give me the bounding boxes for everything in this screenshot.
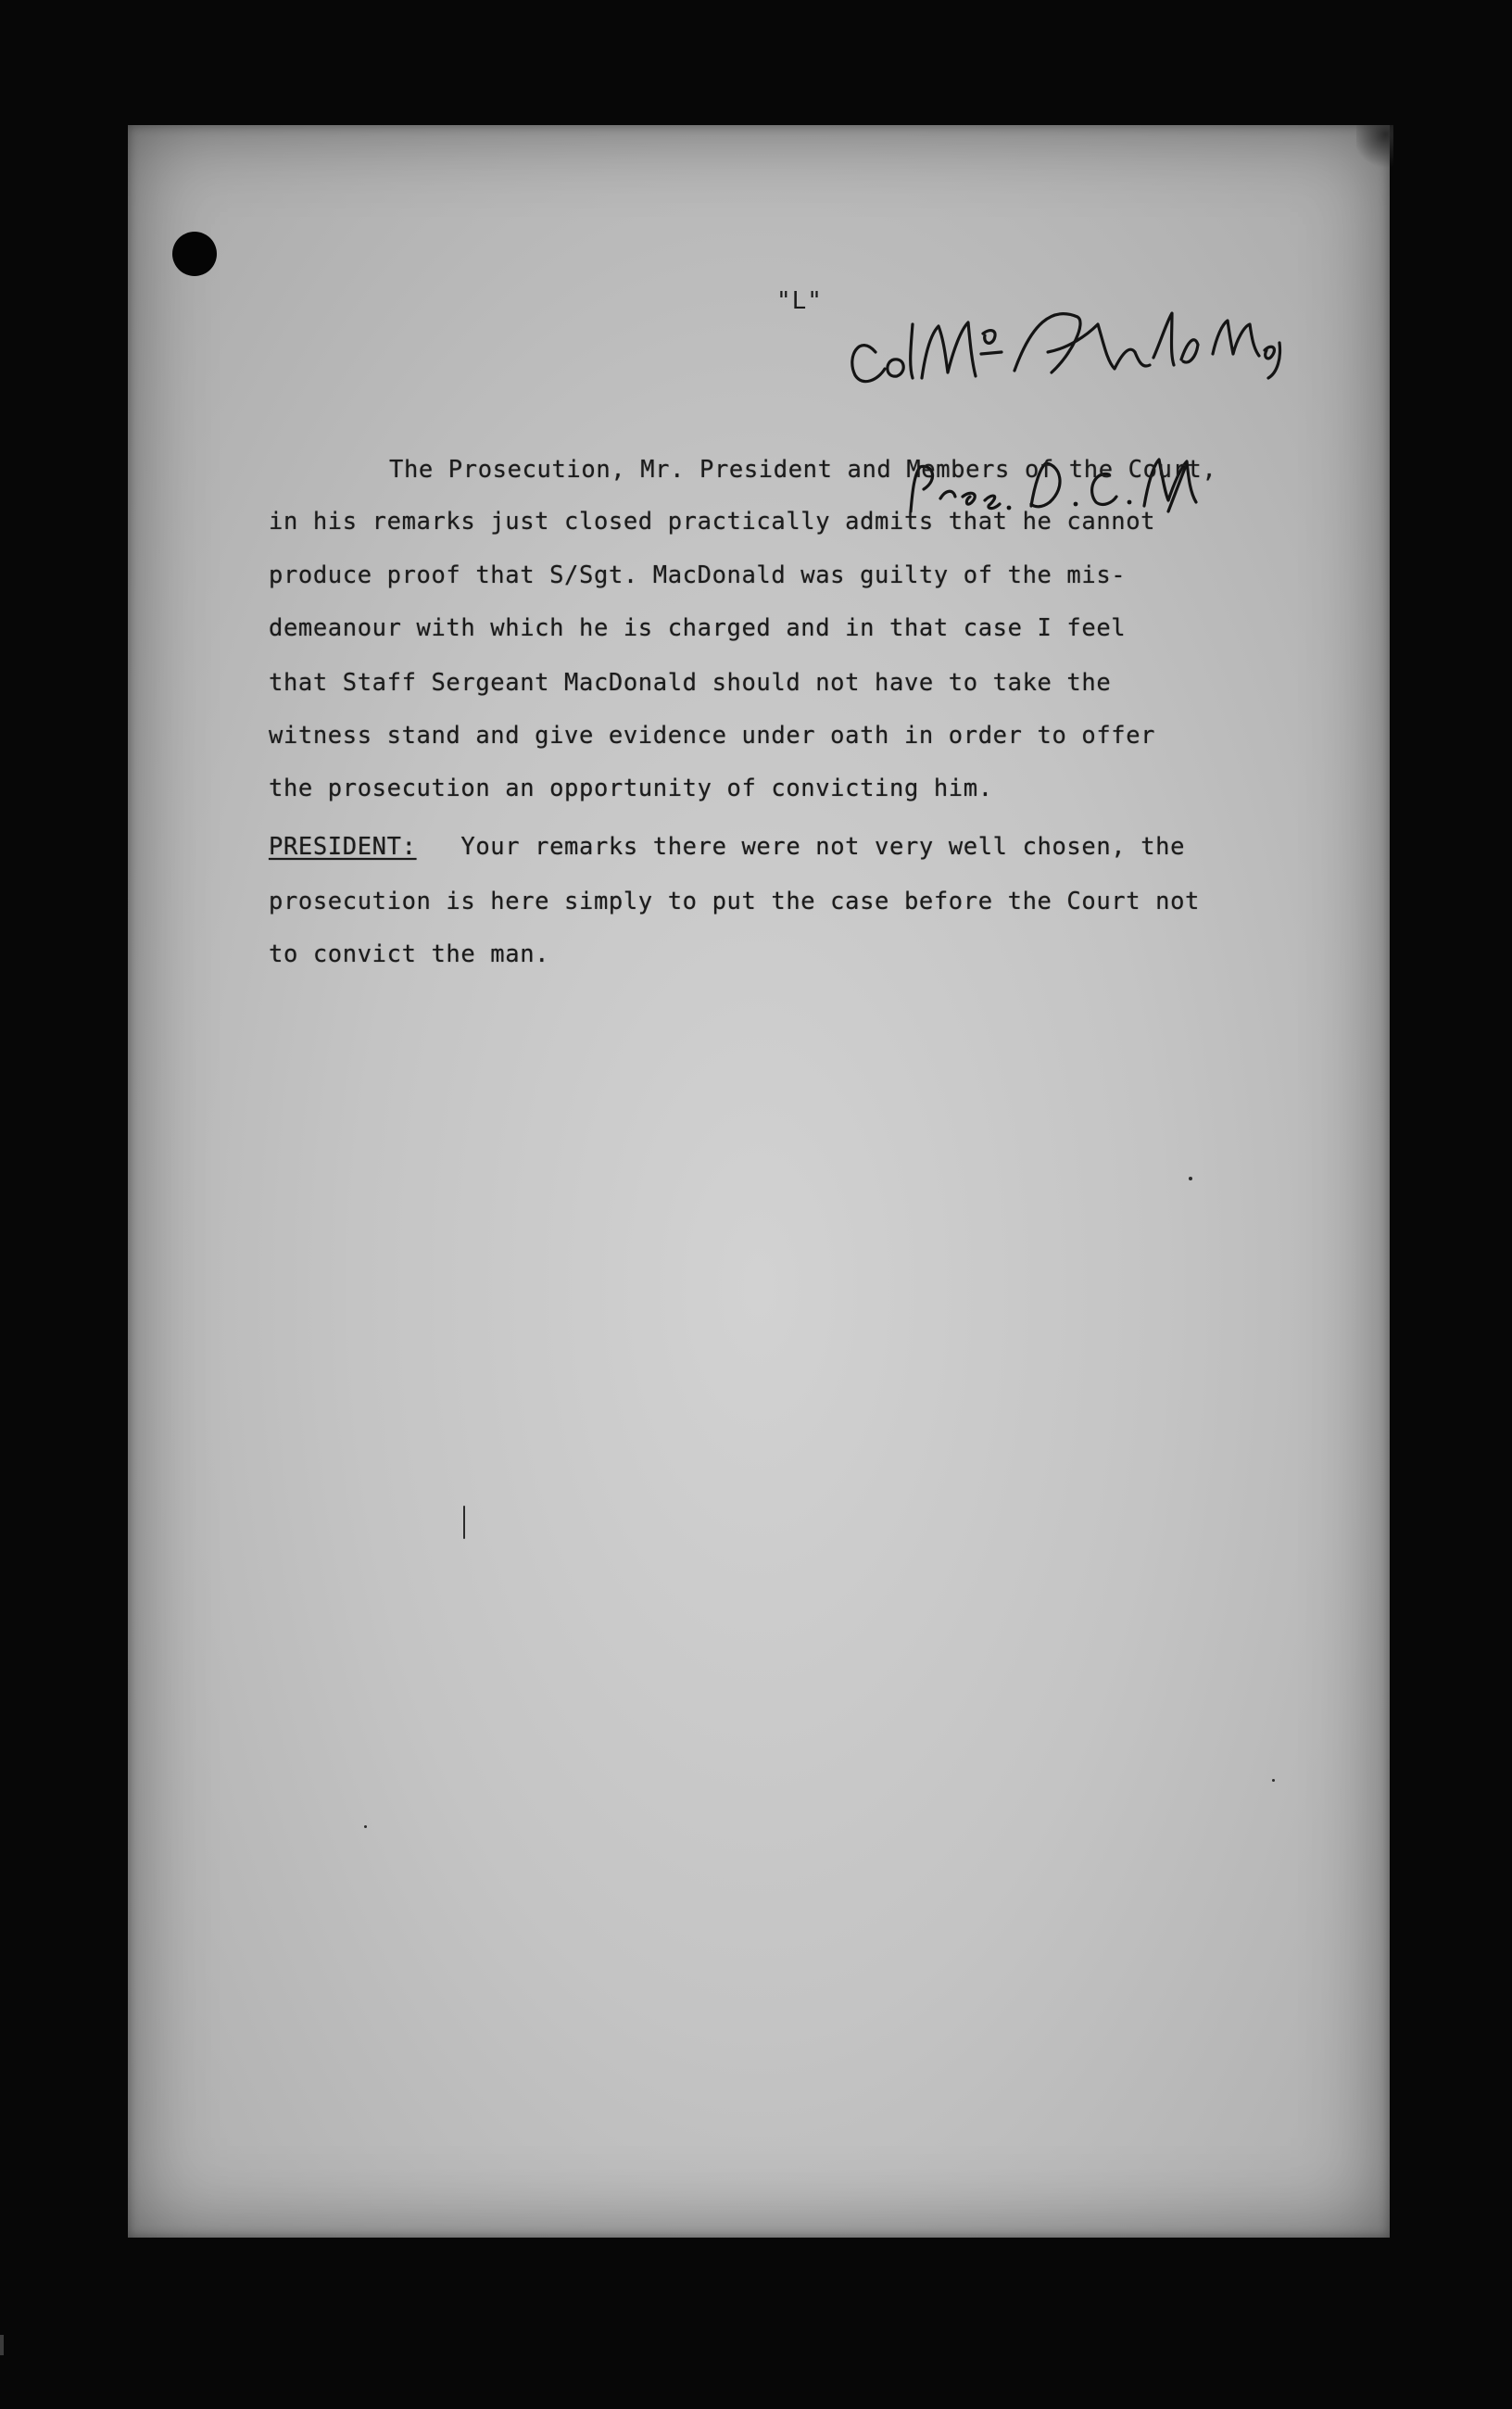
- document-page: [128, 125, 1390, 2238]
- paragraph-line-6: witness stand and give evidence under oath in order to offer: [269, 722, 1156, 750]
- paragraph-line-3: produce proof that S/Sgt. MacDonald was guilty of the mis-: [269, 561, 1127, 589]
- scan-edge-mark: [0, 2335, 4, 2355]
- paragraph-line-4: demeanour with which he is charged and in that case I feel: [269, 614, 1127, 642]
- scan-speck: [1272, 1779, 1275, 1782]
- punch-hole: [172, 232, 217, 276]
- president-line-2: prosecution is here simply to put the case before the Court not: [269, 888, 1200, 915]
- speaker-label: PRESIDENT:: [269, 833, 417, 861]
- scan-scratch: [463, 1506, 465, 1539]
- scan-speck: [364, 1825, 367, 1828]
- page-corner-mark: [1356, 125, 1393, 171]
- scan-speck: [1189, 1177, 1192, 1180]
- page-label: "L": [776, 287, 823, 315]
- paragraph-line-1: The Prosecution, Mr. President and Members of the Court,: [389, 456, 1217, 484]
- president-line-3: to convict the man.: [269, 940, 550, 968]
- paragraph-line-2: in his remarks just closed practically admits that he cannot: [269, 508, 1156, 536]
- paragraph-line-7: the prosecution an opportunity of convicting him.: [269, 775, 993, 802]
- paragraph-line-5: that Staff Sergeant MacDonald should not have to take the: [269, 669, 1112, 697]
- president-remark-line-1: Your remarks there were not very well chosen, the: [460, 833, 1186, 861]
- president-line-1: [269, 833, 1185, 861]
